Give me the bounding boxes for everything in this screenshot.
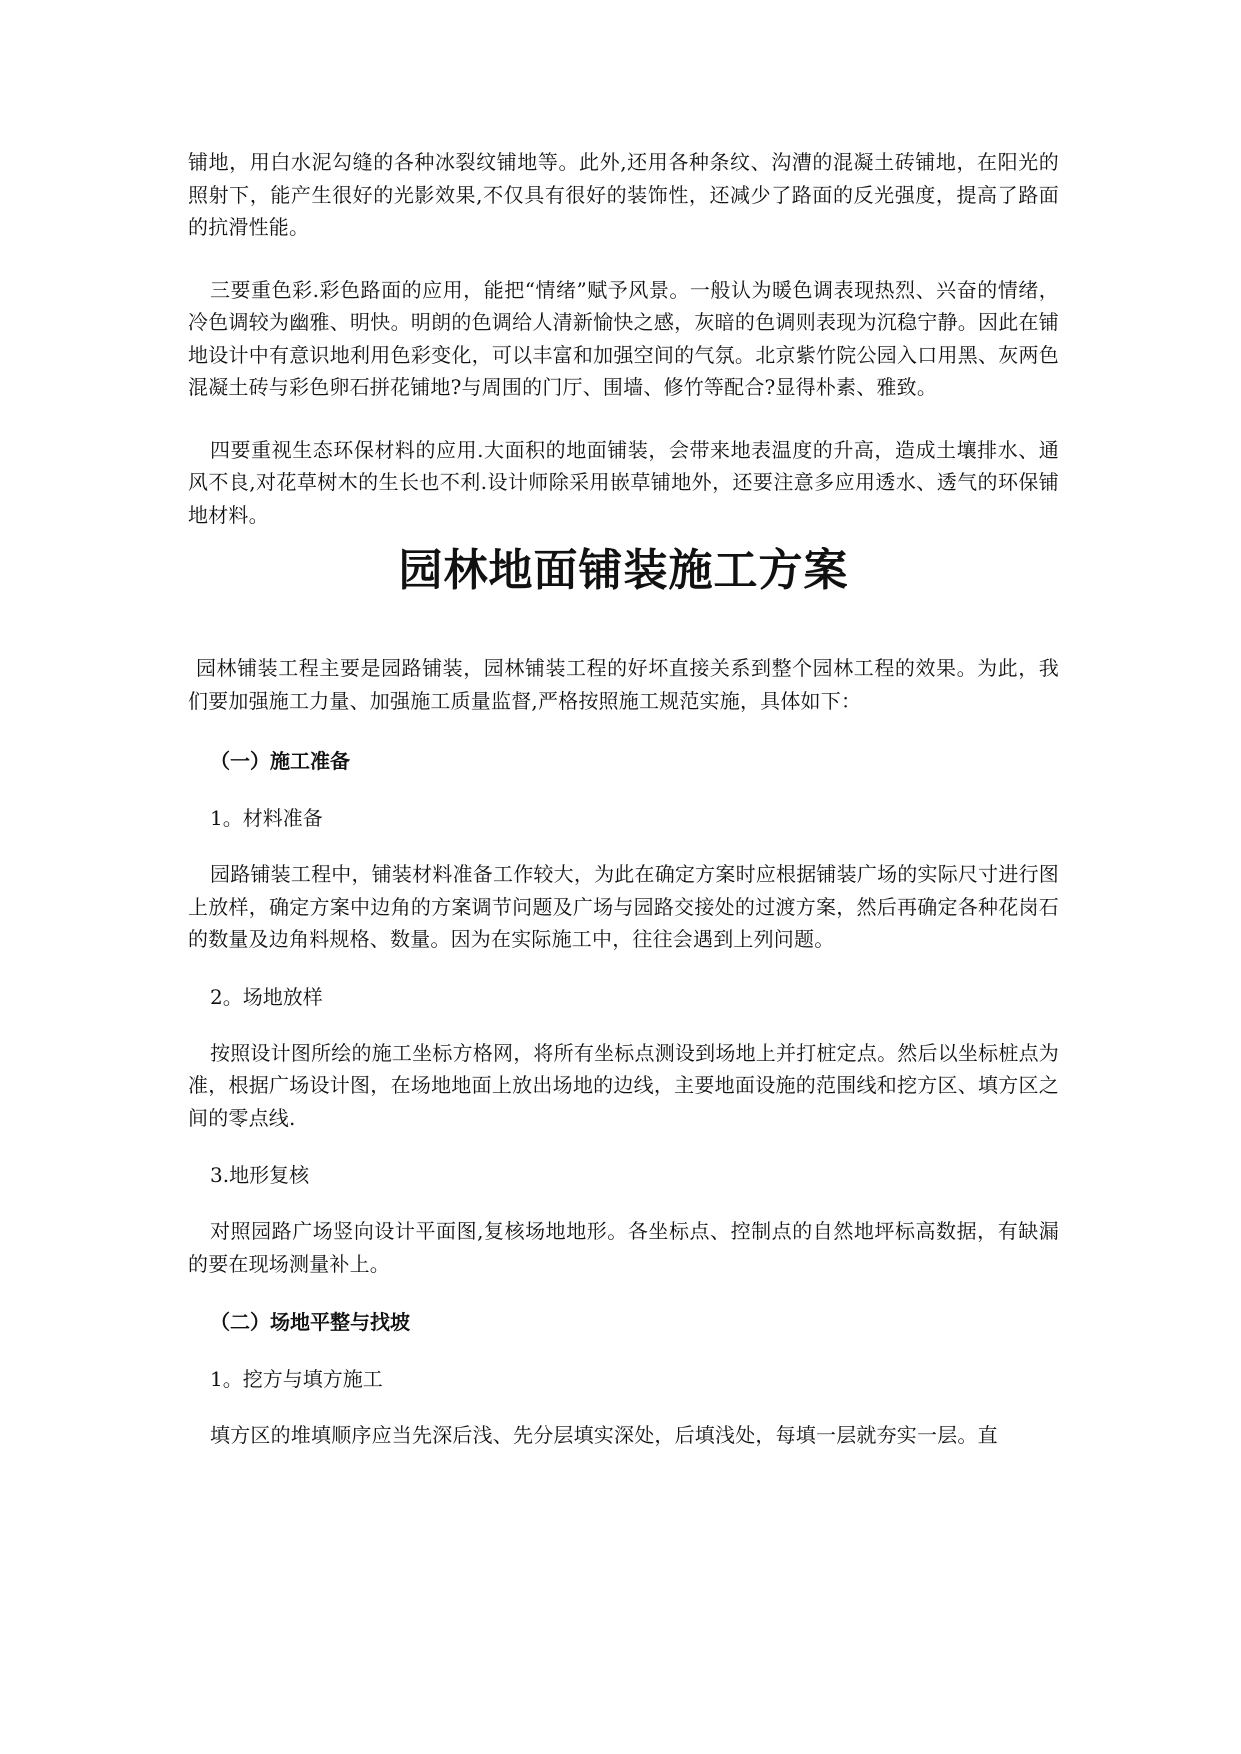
section-1-item-1-title: 1。材料准备 [210, 806, 323, 830]
section-2-item-1-body: 填方区的堆填顺序应当先深后浅、先分层填实深处，后填浅处，每填一层就夯实一层。直 [210, 1423, 998, 1447]
intro-paragraph-1: 铺地，用白水泥勾缝的各种冰裂纹铺地等。此外,还用各种条纹、沟漕的混凝土砖铺地，在阳光的照射下，能产生很好的光影效果,不仅具有很好的装饰性，还减少了路面的反光强度，提高了路面的抗滑性能。 [188, 150, 1059, 239]
document-title: 园林地面铺装施工方案 [398, 545, 849, 596]
section-1-heading: （一）施工准备 [210, 749, 350, 773]
section-1-item-2-title: 2。场地放样 [210, 984, 323, 1009]
section-1-item-2-body: 按照设计图所绘的施工坐标方格网，将所有坐标点测设到场地上并打桩定点。然后以坐标桩点为准，根据广场设计图，在场地地面上放出场地的边线，主要地面设施的范围线和挖方区、填方区之间的零点线. [188, 1040, 1059, 1130]
section-2-item-1-title: 1。挖方与填方施工 [210, 1367, 383, 1391]
section-1-item-3-title: 3.地形复核 [210, 1163, 310, 1187]
document-page [188, 146, 1059, 1452]
section-2-heading: （二）场地平整与找坡 [210, 1310, 410, 1334]
section-1-item-1-body: 园路铺装工程中，铺装材料准备工作较大，为此在确定方案时应根据铺装广场的实际尺寸进行图上放样，确定方案中边角的方案调节问题及广场与园路交接处的过渡方案，然后再确定各种花岗石的数量及边角料规格、数量。因为在实际施工中，往往会遇到上列问题。 [188, 862, 1059, 951]
intro-paragraph-2: 三要重色彩.彩色路面的应用，能把“情绪”赋予风景。一般认为暖色调表现热烈、兴奋的情绪，冷色调较为幽雅、明快。明朗的色调给人清新愉快之感，灰暗的色调则表现为沉稳宁静。因此在铺地设计中有意识地利用色彩变化，可以丰富和加强空间的气氛。北京紫竹院公园入口用黑、灰两色混凝土砖与彩色卵石拼花铺地?与周围的门厅、围墙、修竹等配合?显得朴素、雅致。 [188, 277, 1059, 399]
lead-paragraph: 园林铺装工程主要是园路铺装，园林铺装工程的好坏直接关系到整个园林工程的效果。为此，我们要加强施工力量、加强施工质量监督,严格按照施工规范实施，具体如下： [188, 656, 1059, 713]
intro-paragraph-3: 四要重视生态环保材料的应用.大面积的地面铺装，会带来地表温度的升高，造成土壤排水、通风不良,对花草树木的生长也不利.设计师除采用嵌草铺地外，还要注意多应用透水、透气的环保铺地材料。 [188, 437, 1059, 527]
section-1-item-3-body: 对照园路广场竖向设计平面图,复核场地地形。各坐标点、控制点的自然地坪标高数据，有缺漏的要在现场测量补上。 [188, 1219, 1059, 1276]
